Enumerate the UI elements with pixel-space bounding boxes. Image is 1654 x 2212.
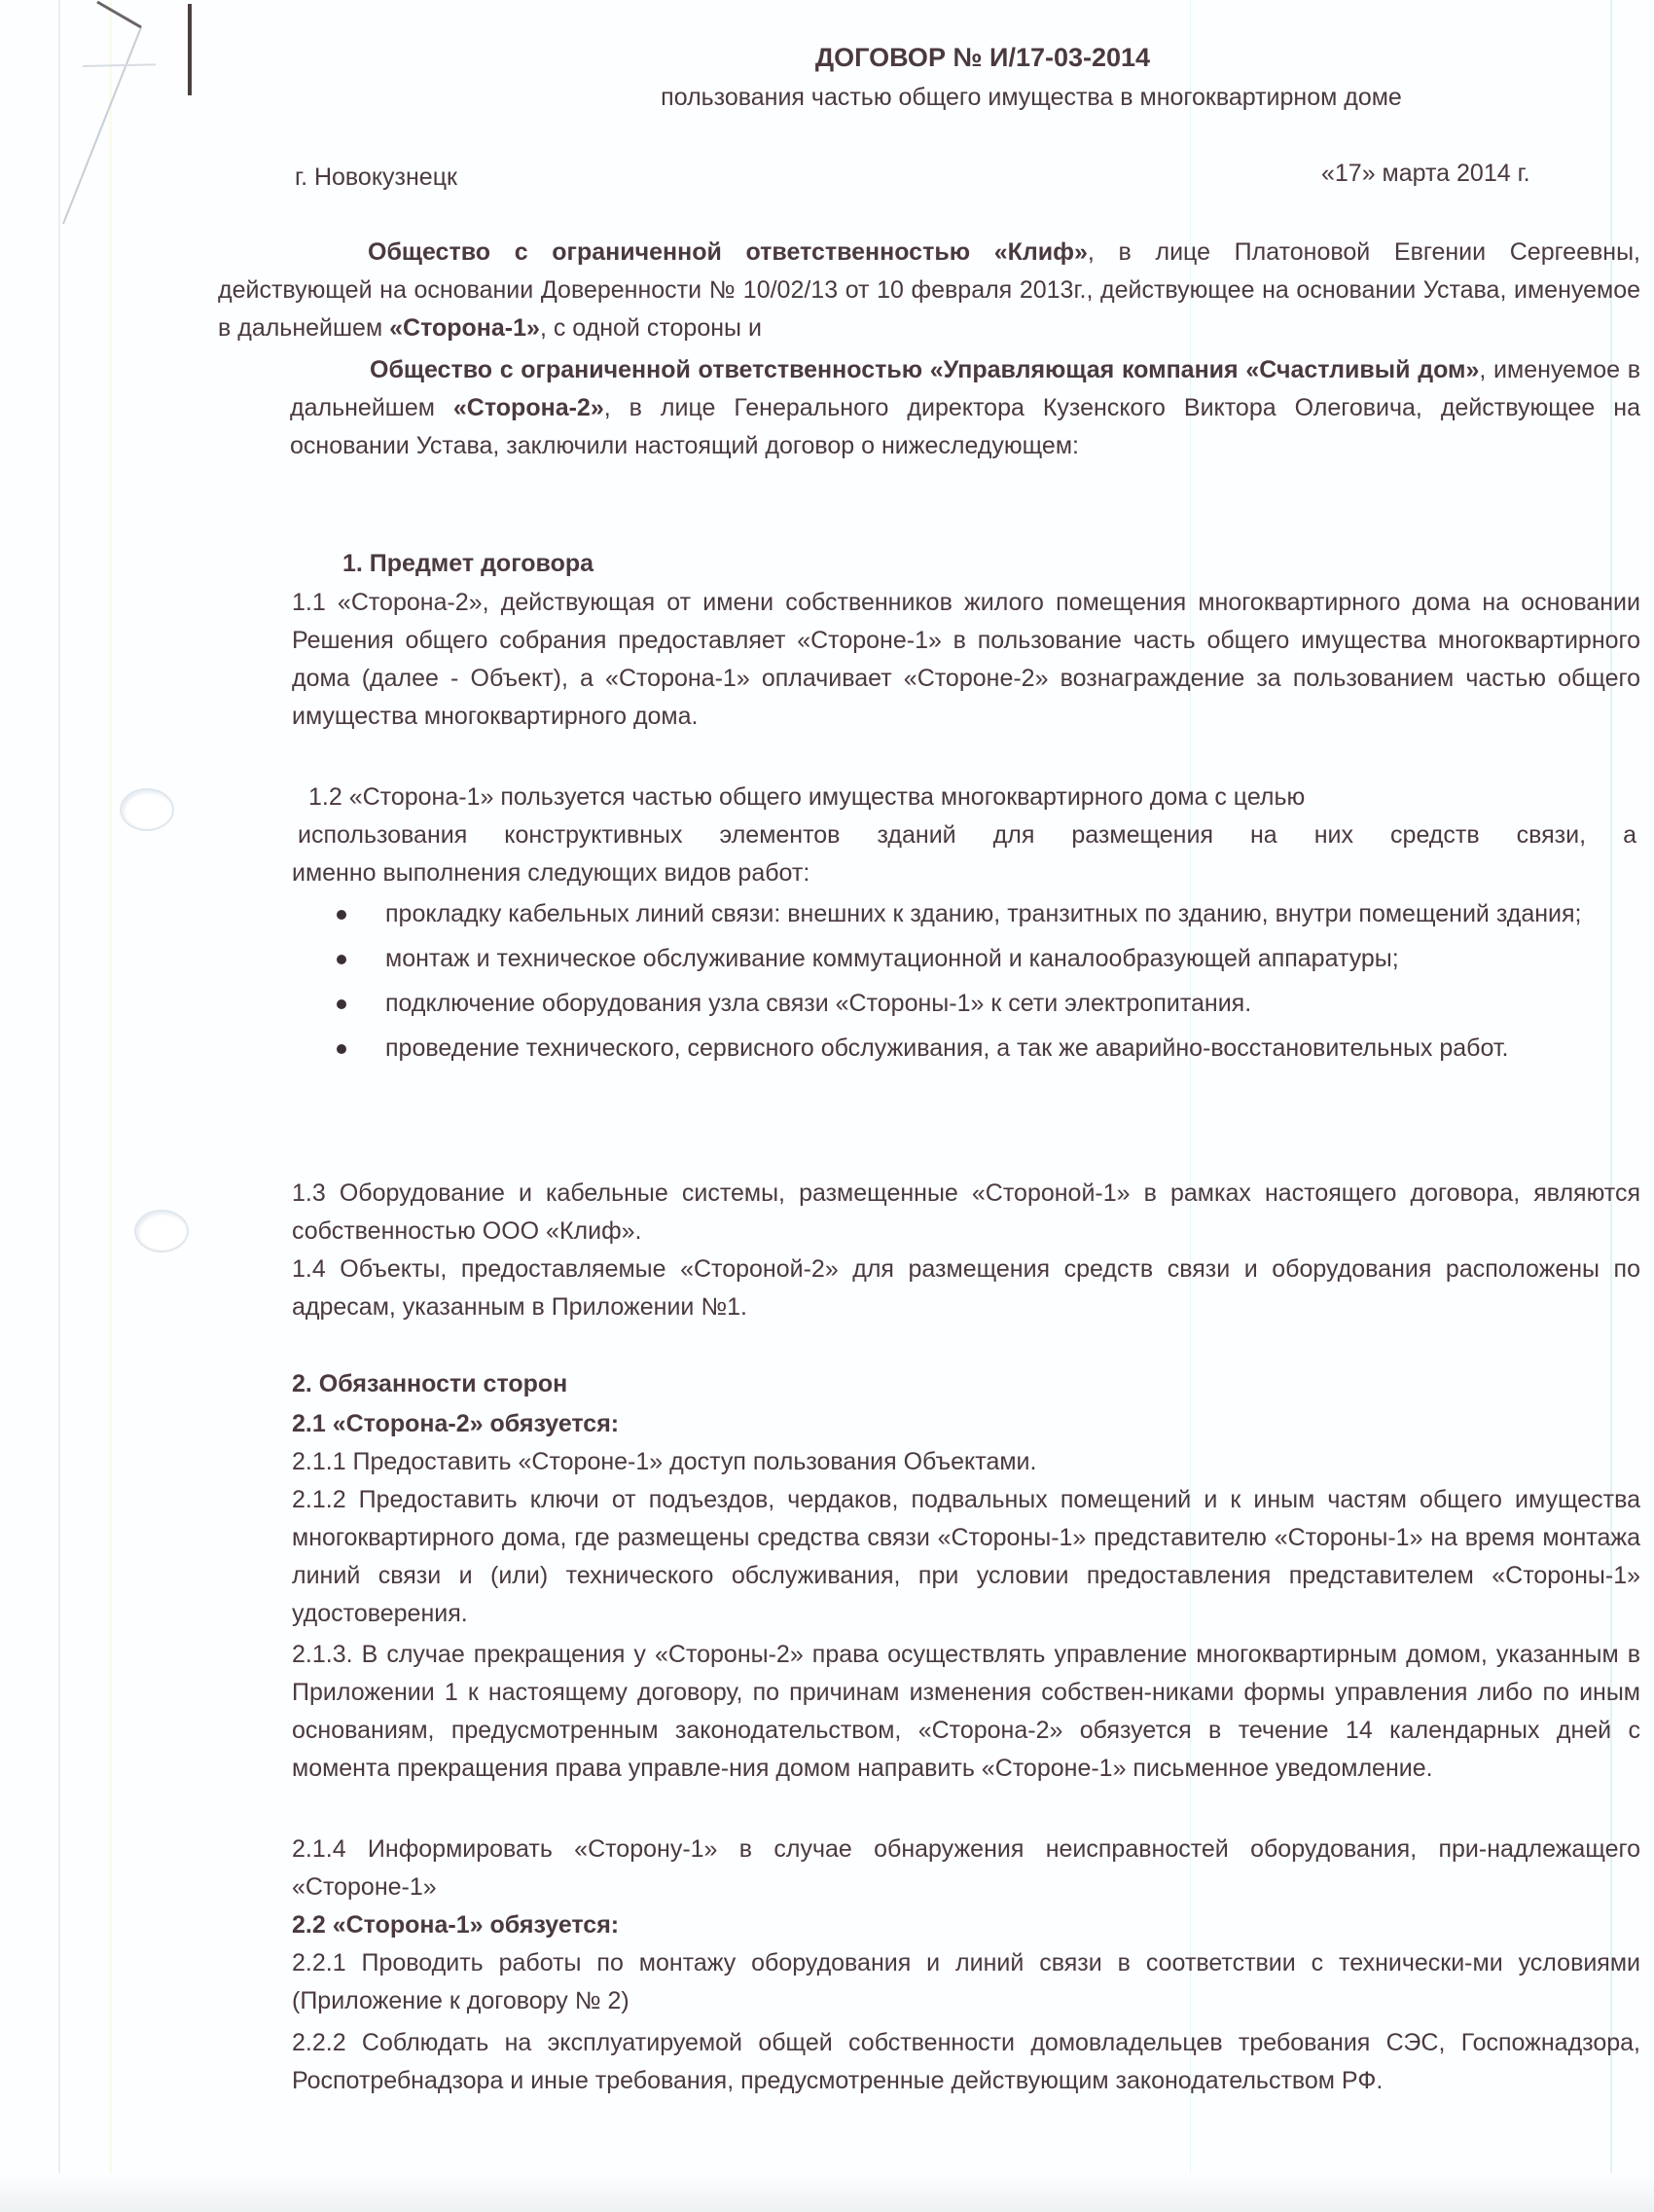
clause-1-2-line2: использования конструктивных элементов зданий для размещения на них средств связи, а <box>298 821 1636 849</box>
party1-name: Общество с ограниченной ответственностью «Клиф» <box>368 238 1088 266</box>
clause-2-1-4: 2.1.4 Информировать «Сторону-1» в случае обнаружения неисправностей оборудования, при-надлежащего «Стороне-1» <box>292 1835 1640 1901</box>
clause-2-1-1: 2.1.1 Предоставить «Стороне-1» доступ пользования Объектами. <box>292 1448 1037 1475</box>
list-item-text: подключение оборудования узла связи «Стороны-1» к сети электропитания. <box>385 990 1252 1017</box>
scan-artifact-line <box>109 0 112 2212</box>
clause-1-2-line1: 1.2 «Сторона-1» пользуется частью общего имущества многоквартирного дома с целью <box>308 783 1306 811</box>
party1-details: , в лице Платоновой Евгении Сергеевны, действующей на основании Доверенности № 10/02/13 от 10 февраля 2013г., действующее на основании Устава, именуемое в дальнейшем <box>218 238 1640 342</box>
bullet-icon <box>337 955 346 964</box>
bullet-icon <box>337 999 346 1009</box>
bullet-icon <box>337 910 346 920</box>
list-item <box>333 985 1640 1023</box>
clause-1-2-line3: именно выполнения следующих видов работ: <box>292 859 810 887</box>
party2-closing: , в лице Генерального директора Кузенского Виктора Олеговича, действующее на основании Устава, заключили настоящий договор о нижеследующем: <box>290 394 1640 459</box>
scan-shadow <box>0 2173 1654 2212</box>
list-item <box>333 895 1640 933</box>
section-1-title: 1. Предмет договора <box>342 550 594 577</box>
clause-2-1-2: 2.1.2 Предоставить ключи от подъездов, чердаков, подвальных помещений и к иным частям общего имущества многоквартирного дома, где размещены средства связи «Стороны-1» представителю «Стороны-1» на время монтажа линий связи и (или) технического обслуживания, при условии предоставления представителем «Стороны-1» удостоверения. <box>292 1486 1640 1627</box>
clause-1-3: 1.3 Оборудование и кабельные системы, размещенные «Стороной-1» в рамках настоящего договора, являются собственностью ООО «Клиф». <box>292 1179 1640 1245</box>
party2-details: , именуемое в дальнейшем <box>290 356 1640 421</box>
document-title: ДОГОВОР № И/17-03-2014 <box>814 43 1151 72</box>
subsection-2-2-title: 2.2 «Сторона-1» обязуется: <box>292 1911 620 1939</box>
document-city: г. Новокузнецк <box>295 163 457 191</box>
clause-2-2-1: 2.2.1 Проводить работы по монтажу оборудования и линий связи в соответствии с технически-ми условиями (Приложение к договору № 2) <box>292 1949 1640 2014</box>
list-item <box>333 940 1640 978</box>
document-subtitle: пользования частью общего имущества в многоквартирном доме <box>661 84 1402 111</box>
section-2-title: 2. Обязанности сторон <box>292 1370 568 1397</box>
folded-corner-mark <box>49 0 156 234</box>
document-date: «17» марта 2014 г. <box>1321 160 1530 187</box>
clause-1-1: 1.1 «Сторона-2», действующая от имени собственников жилого помещения многоквартирного дома на основании Решения общего собрания предоставляет «Стороне-1» в пользование часть общего имущества многоквартирного дома (далее - Объект), а «Сторона-1» оплачивает «Стороне-2» вознаграждение за пользованием частью общего имущества многоквартирного дома. <box>292 589 1640 730</box>
bullet-icon <box>337 1044 346 1054</box>
list-item-text: прокладку кабельных линий связи: внешних к зданию, транзитных по зданию, внутри помещений здания; <box>385 900 1582 927</box>
punch-hole <box>122 790 172 829</box>
list-item <box>333 1030 1640 1068</box>
clause-2-1-3: 2.1.3. В случае прекращения у «Стороны-2» права осуществлять управление многоквартирным домом, указанным в Приложении 1 к настоящему договору, по причинам изменения собствен-никами формы управления либо по иным основаниям, предусмотренным законодательством, «Сторона-2» обязуется в течение 14 календарных дней с момента прекращения права управле-ния домом направить «Стороне-1» письменное уведомление. <box>292 1641 1640 1782</box>
list-item-text: проведение технического, сервисного обслуживания, а так же аварийно-восстановительных работ. <box>385 1034 1509 1062</box>
scan-edge-line <box>58 0 60 2212</box>
party2-alias: «Сторона-2» <box>452 394 604 421</box>
list-item-text: монтаж и техническое обслуживание коммутационной и каналообразующей аппаратуры; <box>385 945 1399 972</box>
works-list <box>333 895 1640 1068</box>
party1-alias: «Сторона-1» <box>389 314 540 342</box>
clause-1-4: 1.4 Объекты, предоставляемые «Стороной-2» для размещения средств связи и оборудования расположены по адресам, указанным в Приложении №1. <box>292 1255 1640 1321</box>
subsection-2-1-title: 2.1 «Сторона-2» обязуется: <box>292 1410 620 1437</box>
preamble-party2 <box>290 351 1640 465</box>
party1-closing: , с одной стороны и <box>539 314 762 342</box>
clause-2-2-2: 2.2.2 Соблюдать на эксплуатируемой общей собственности домовладельцев требования СЭС, Госпожнадзора, Роспотребнадзора и иные требования, предусмотренные действующим законодательством РФ. <box>292 2029 1640 2094</box>
preamble-party1 <box>218 234 1640 347</box>
punch-hole <box>136 1212 187 1251</box>
party2-name: Общество с ограниченной ответственностью «Управляющая компания «Счастливый дом» <box>370 356 1480 383</box>
